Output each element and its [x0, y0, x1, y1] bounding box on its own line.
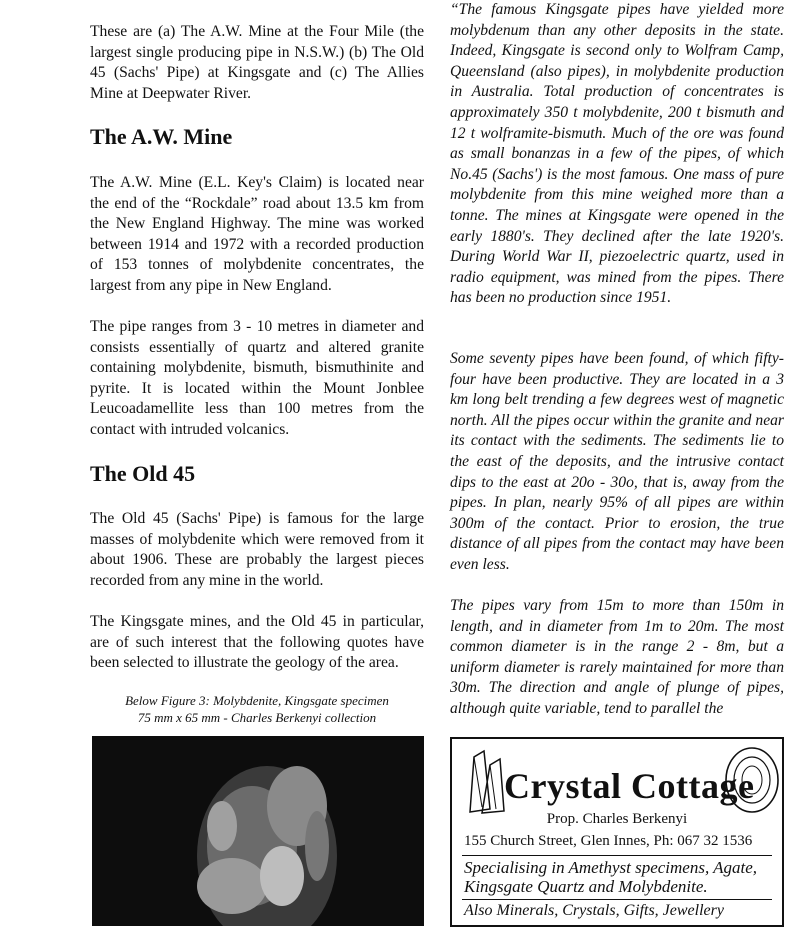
ad-also-items: Also Minerals, Crystals, Gifts, Jewellery	[464, 902, 724, 919]
old-45-paragraph-1: The Old 45 (Sachs' Pipe) is famous for the large masses of molybdenite which were removed from it about 1906. These are probably the largest pieces recorded from any mine in the world.	[90, 510, 424, 589]
molybdenite-specimen-image	[92, 736, 424, 926]
aw-mine-heading: The A.W. Mine	[90, 124, 233, 149]
molybdenite-photo	[92, 736, 424, 926]
quote-paragraph-1: “The famous Kingsgate pipes have yielded more molybdenum than any other deposits in the state. Indeed, Kingsgate is second only to Wolfram Camp, Queensland (also pipes), in molybdenite production in Australia. Total production of concentrates is approximately 350 t molybdenite, 200 t bismuth and 12 t wolframite-bismuth. Much of the ore was found as small bonanzas in a few of the pipes, of which No.45 (Sachs') is the most famous. One mass of pure molybdenite from this mine weighed more than a tonne. The mines at Kingsgate were opened in the early 1880's. They declined after the late 1920's. During World War II, piezoelectric quartz, used in radio equipment, was mined from the pipes. There has been no production since 1951.	[450, 1, 784, 307]
ad-business-name: Crystal Cottage	[504, 766, 755, 806]
old-45-paragraph-2: The Kingsgate mines, and the Old 45 in particular, are of such interest that the following quotes have been selected to illustrate the geology of the area.	[90, 613, 424, 672]
quote-paragraph-2: Some seventy pipes have been found, of which fifty-four have been productive. They are located in a 3 km long belt trending a few degrees west of magnetic north. All the pipes occur within the granite and near its contact with the sediments. The sediments lie to the east of the deposits, and the intrusive contact dips to the east at 20o - 30o, that is, away from the pipes. In plan, nearly 95% of all pipes are within 300m of the contact. Prior to erosion, the true distance of all pipes from the contact may have been even less.	[450, 350, 784, 573]
caption-line-2: 75 mm x 65 mm - Charles Berkenyi collection	[137, 710, 377, 725]
ad-divider	[462, 855, 772, 856]
ad-divider-2	[462, 899, 772, 900]
quote-paragraph-3: The pipes vary from 15m to more than 150m in length, and in diameter from 1m to 20m. The most common diameter is in the range 2 - 8m, but a uniform diameter is rarely maintained for more than 30m. The direction and angle of plunge of pipes, although quite variable, tend to parallel the	[450, 597, 784, 717]
aw-mine-paragraph-2: The pipe ranges from 3 - 10 metres in diameter and consists essentially of quartz and altered granite containing molybdenite, bismuth, bismuthinite and pyrite. It is located within the Mount Jonblee Leucoadamellite less than 100 metres from the contact with intruded volcanics.	[90, 318, 424, 438]
aw-mine-paragraph-1: The A.W. Mine (E.L. Key's Claim) is located near the end of the “Rockdale” road about 13.5 km from the New England Highway. The mine was worked between 1914 and 1972 with a recorded production of 153 tonnes of molybdenite concentrates, the largest from any pipe in New England.	[90, 174, 424, 294]
ad-address: 155 Church Street, Glen Innes, Ph: 067 32 1536	[464, 833, 753, 849]
intro-paragraph: These are (a) The A.W. Mine at the Four Mile (the largest single producing pipe in N.S.W.) (b) The Old 45 (Sachs' Pipe) at Kingsgate and (c) The Allies Mine at Deepwater River.	[90, 23, 424, 102]
ad-proprietor: Prop. Charles Berkenyi	[546, 811, 688, 827]
ad-specialising: Specialising in Amethyst specimens, Agate, Kingsgate Quartz and Molybdenite.	[464, 858, 758, 896]
crystal-cottage-ad	[450, 737, 784, 927]
old-45-heading: The Old 45	[90, 461, 196, 486]
caption-line-1: Below Figure 3: Molybdenite, Kingsgate specimen	[125, 693, 389, 708]
figure-caption	[90, 692, 424, 726]
geode-icon	[722, 745, 782, 815]
